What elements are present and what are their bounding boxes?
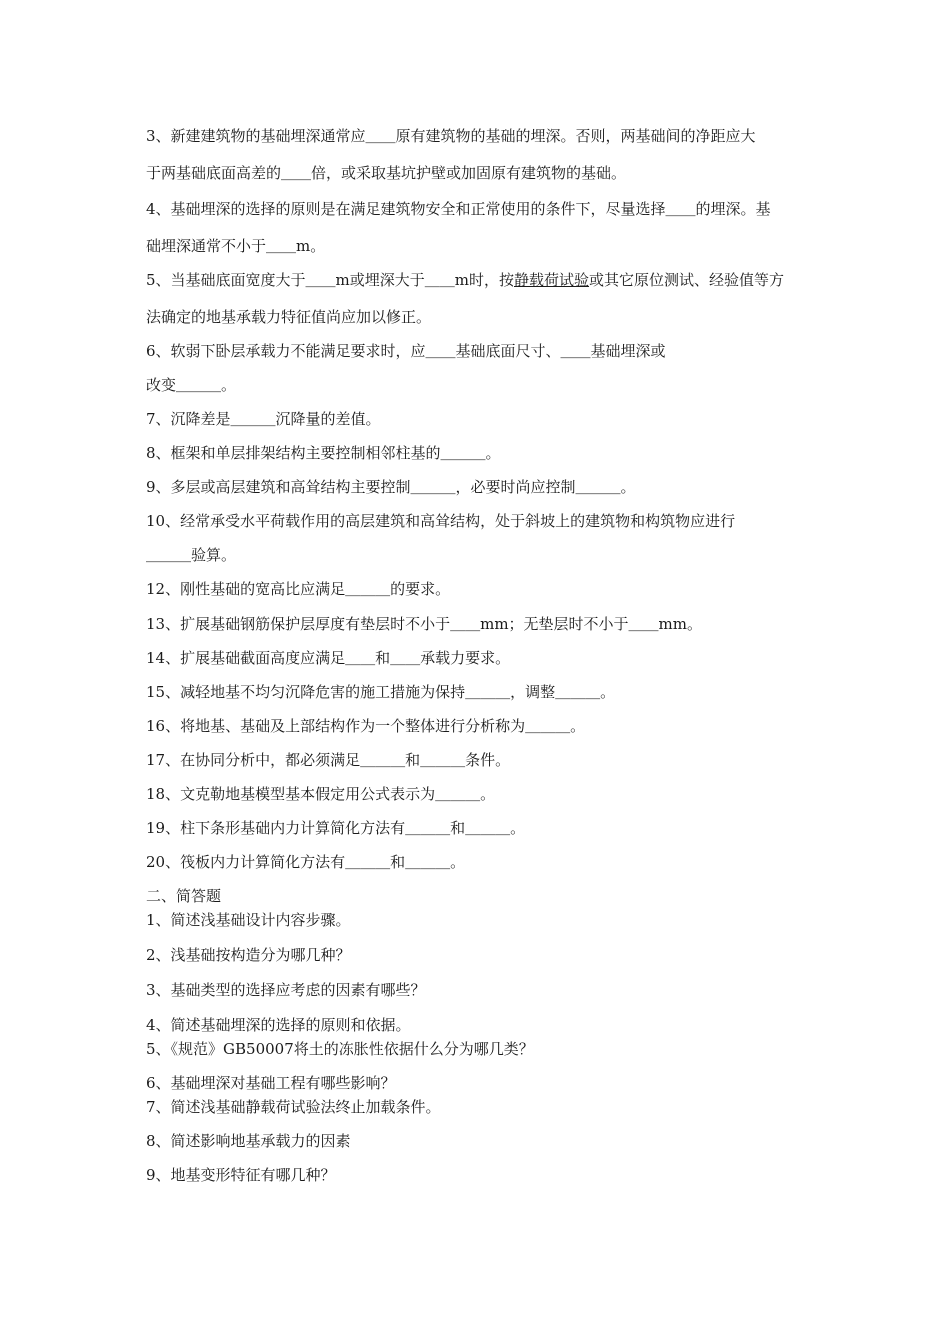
question-item: 8、简述影响地基承载力的因素 bbox=[146, 1132, 351, 1150]
question-item: 7、简述浅基础静载荷试验法终止加载条件。 bbox=[146, 1098, 441, 1116]
text-line-q5 bbox=[146, 270, 784, 290]
static-load-test-link[interactable]: 静载荷试验 bbox=[514, 271, 590, 289]
question-item: 1、简述浅基础设计内容步骤。 bbox=[146, 911, 351, 929]
text-line: 8、框架和单层排架结构主要控制相邻柱基的＿＿＿。 bbox=[146, 444, 501, 462]
section-heading: 二、简答题 bbox=[146, 887, 222, 905]
text-line: 6、软弱下卧层承载力不能满足要求时，应＿＿基础底面尺寸、＿＿基础埋深或 bbox=[146, 342, 666, 360]
text-line: 础埋深通常不小于＿＿m。 bbox=[146, 237, 326, 255]
question-item: 9、地基变形特征有哪几种？ bbox=[146, 1166, 336, 1184]
text-line: 14、扩展基础截面高度应满足＿＿和＿＿承载力要求。 bbox=[146, 649, 511, 667]
text-line: 13、扩展基础钢筋保护层厚度有垫层时不小于＿＿mm；无垫层时不小于＿＿mm。 bbox=[146, 615, 702, 633]
text-line: 17、在协同分析中，都必须满足＿＿＿和＿＿＿条件。 bbox=[146, 751, 511, 769]
question-item: 3、基础类型的选择应考虑的因素有哪些？ bbox=[146, 981, 426, 999]
text-line: 10、经常承受水平荷载作用的高层建筑和高耸结构，处于斜坡上的建筑物和构筑物应进行 bbox=[146, 512, 736, 530]
text-line: 9、多层或高层建筑和高耸结构主要控制＿＿＿，必要时尚应控制＿＿＿。 bbox=[146, 478, 636, 496]
q5-text-head: 5、当基础底面宽度大于＿＿m或埋深大于＿＿m时，按 bbox=[146, 271, 514, 289]
text-line: 3、新建建筑物的基础埋深通常应＿＿原有建筑物的基础的埋深。否则，两基础间的净距应大 bbox=[146, 127, 756, 145]
question-item: 4、简述基础埋深的选择的原则和依据。 bbox=[146, 1016, 411, 1034]
text-line: 12、刚性基础的宽高比应满足＿＿＿的要求。 bbox=[146, 580, 451, 598]
question-item: 6、基础埋深对基础工程有哪些影响？ bbox=[146, 1074, 396, 1092]
question-item: 2、浅基础按构造分为哪几种？ bbox=[146, 946, 351, 964]
text-line: 16、将地基、基础及上部结构作为一个整体进行分析称为＿＿＿。 bbox=[146, 717, 586, 735]
text-line: 19、柱下条形基础内力计算简化方法有＿＿＿和＿＿＿。 bbox=[146, 819, 526, 837]
text-line: 改变＿＿＿。 bbox=[146, 376, 237, 394]
text-line: ＿＿＿验算。 bbox=[146, 546, 237, 564]
text-line: 18、文克勒地基模型基本假定用公式表示为＿＿＿。 bbox=[146, 785, 496, 803]
text-line: 7、沉降差是＿＿＿沉降量的差值。 bbox=[146, 410, 381, 428]
question-item: 5、《规范》GB50007将土的冻胀性依据什么分为哪几类？ bbox=[146, 1040, 534, 1058]
text-line: 20、筏板内力计算简化方法有＿＿＿和＿＿＿。 bbox=[146, 853, 466, 871]
text-line: 法确定的地基承载力特征值尚应加以修正。 bbox=[146, 308, 432, 326]
text-line: 于两基础底面高差的＿＿倍，或采取基坑护壁或加固原有建筑物的基础。 bbox=[146, 164, 627, 182]
text-line: 4、基础埋深的选择的原则是在满足建筑物安全和正常使用的条件下，尽量选择＿＿的埋深。基 bbox=[146, 200, 771, 218]
q5-text-tail: 或其它原位测试、经验值等方 bbox=[589, 271, 785, 289]
text-line: 15、减轻地基不均匀沉降危害的施工措施为保持＿＿＿，调整＿＿＿。 bbox=[146, 683, 616, 701]
